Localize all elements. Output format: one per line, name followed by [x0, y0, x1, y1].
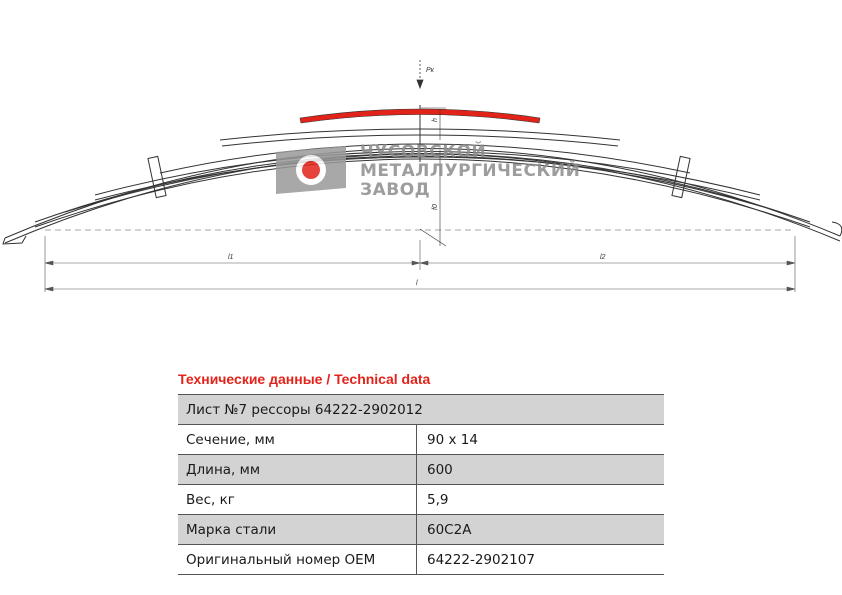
- right-hook: [832, 222, 842, 236]
- row-label: Вес, кг: [178, 485, 417, 515]
- load-label: Pк: [426, 67, 434, 74]
- row-value: 5,9: [417, 485, 665, 515]
- row-value: 90 x 14: [417, 425, 665, 455]
- row-value: 60С2А: [417, 515, 665, 545]
- dim-l-label: l: [416, 280, 418, 287]
- technical-data-table: [178, 394, 664, 575]
- row-value: 600: [417, 455, 665, 485]
- watermark-line-3: ЗАВОД: [360, 180, 431, 200]
- table-row: [178, 515, 664, 545]
- technical-data-title: Технические данные / Technical data: [178, 371, 431, 387]
- dim-h-label: h: [432, 118, 439, 122]
- table-header-cell: Лист №7 рессоры 64222-2902012: [178, 395, 664, 425]
- row-label: Марка стали: [178, 515, 417, 545]
- table-header-row: [178, 395, 664, 425]
- row-value: 64222-2902107: [417, 545, 665, 575]
- table-row: [178, 455, 664, 485]
- watermark-line-1: ЧУСОВСКОЙ: [360, 142, 487, 162]
- table-row: [178, 425, 664, 455]
- watermark-line-2: МЕТАЛЛУРГИЧЕСКИЙ: [360, 161, 581, 181]
- table-row: [178, 545, 664, 575]
- dim-l2-label: l2: [600, 254, 606, 261]
- logo-dot: [302, 161, 320, 179]
- load-arrow: [417, 60, 423, 88]
- row-label: Длина, мм: [178, 455, 417, 485]
- table-row: [178, 485, 664, 515]
- row-label: Оригинальный номер OEM: [178, 545, 417, 575]
- technical-data-section: [178, 370, 664, 575]
- dim-l1-label: l1: [228, 254, 234, 261]
- dim-f0-label: f0: [432, 204, 439, 210]
- row-label: Сечение, мм: [178, 425, 417, 455]
